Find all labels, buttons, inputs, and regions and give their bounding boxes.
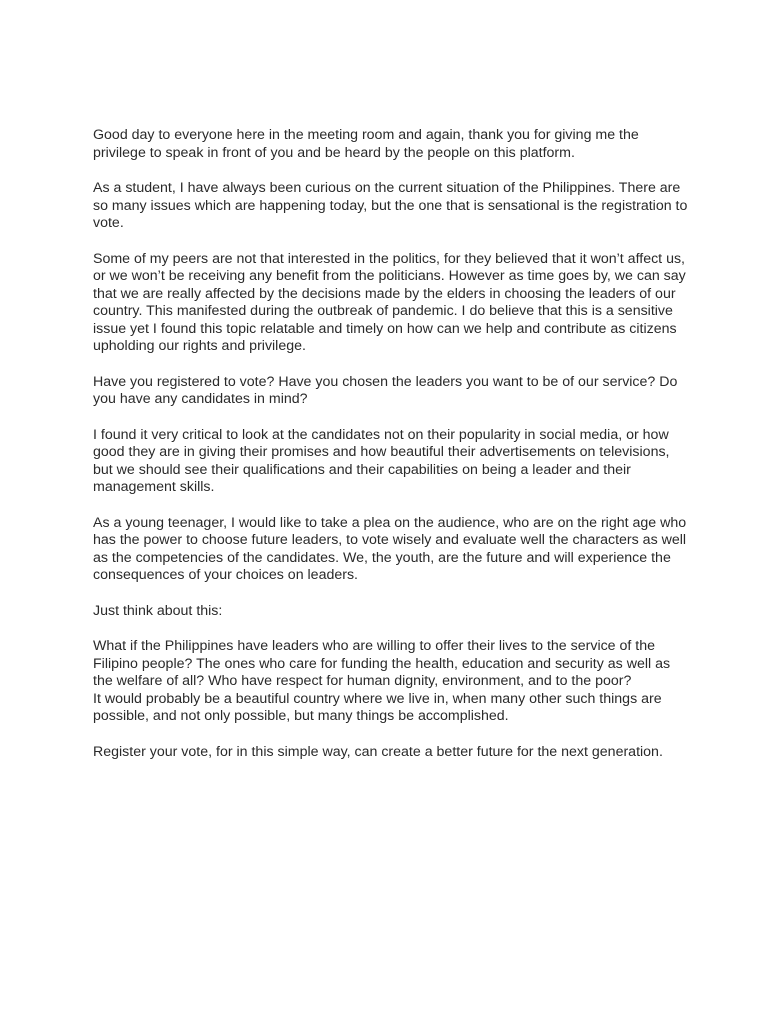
paragraph-think: Just think about this:: [93, 602, 223, 619]
paragraph-candidates: I found it very critical to look at the candidates not on their popularity in social media, or how good they are in giving their promises and how beautiful their advertisements on televisions, but we should see their qualifications and their capabilities on being a leader and their management skills.: [93, 426, 670, 495]
paragraph-plea: As a young teenager, I would like to take a plea on the audience, who are on the right age who has the power to choose future leaders, to vote wisely and evaluate well the characters as well as the competencies of the candidates. We, the youth, are the future and will experience the consequences of your choices on leaders.: [93, 514, 687, 583]
paragraph-peers: Some of my peers are not that interested in the politics, for they believed that it won’t affect us, or we won’t be receiving any benefit from the politicians. However as time goes by, we can say that we are really affected by the decisions made by the elders in choosing the leaders of our country. This manifested during the outbreak of pandemic. I do believe that this is a sensitive issue yet I found this topic relatable and timely on how can we help and contribute as citizens upholding our rights and privilege.: [93, 250, 686, 354]
paragraph-student-curiosity: As a student, I have always been curious on the current situation of the Philippines. There are so many issues which are happening today, but the one that is sensational is the registration to vote.: [93, 180, 688, 231]
document-body: [93, 127, 693, 779]
paragraph-register: Register your vote, for in this simple way, can create a better future for the next generation.: [93, 743, 663, 760]
paragraph-greeting: Good day to everyone here in the meeting room and again, thank you for giving me the privilege to speak in front of you and be heard by the people on this platform.: [93, 127, 639, 161]
paragraph-what-if: What if the Philippines have leaders who are willing to offer their lives to the service of the Filipino people? The ones who care for funding the health, education and security as well as the welfare of all? Who have respect for human dignity, environment, and to the poor?: [93, 638, 671, 689]
paragraph-beautiful-country: It would probably be a beautiful country where we live in, when many other such things are possible, and not only possible, but many things be accomplished.: [93, 690, 662, 724]
paragraph-questions: Have you registered to vote? Have you chosen the leaders you want to be of our service? Do you have any candidates in mind?: [93, 373, 678, 407]
